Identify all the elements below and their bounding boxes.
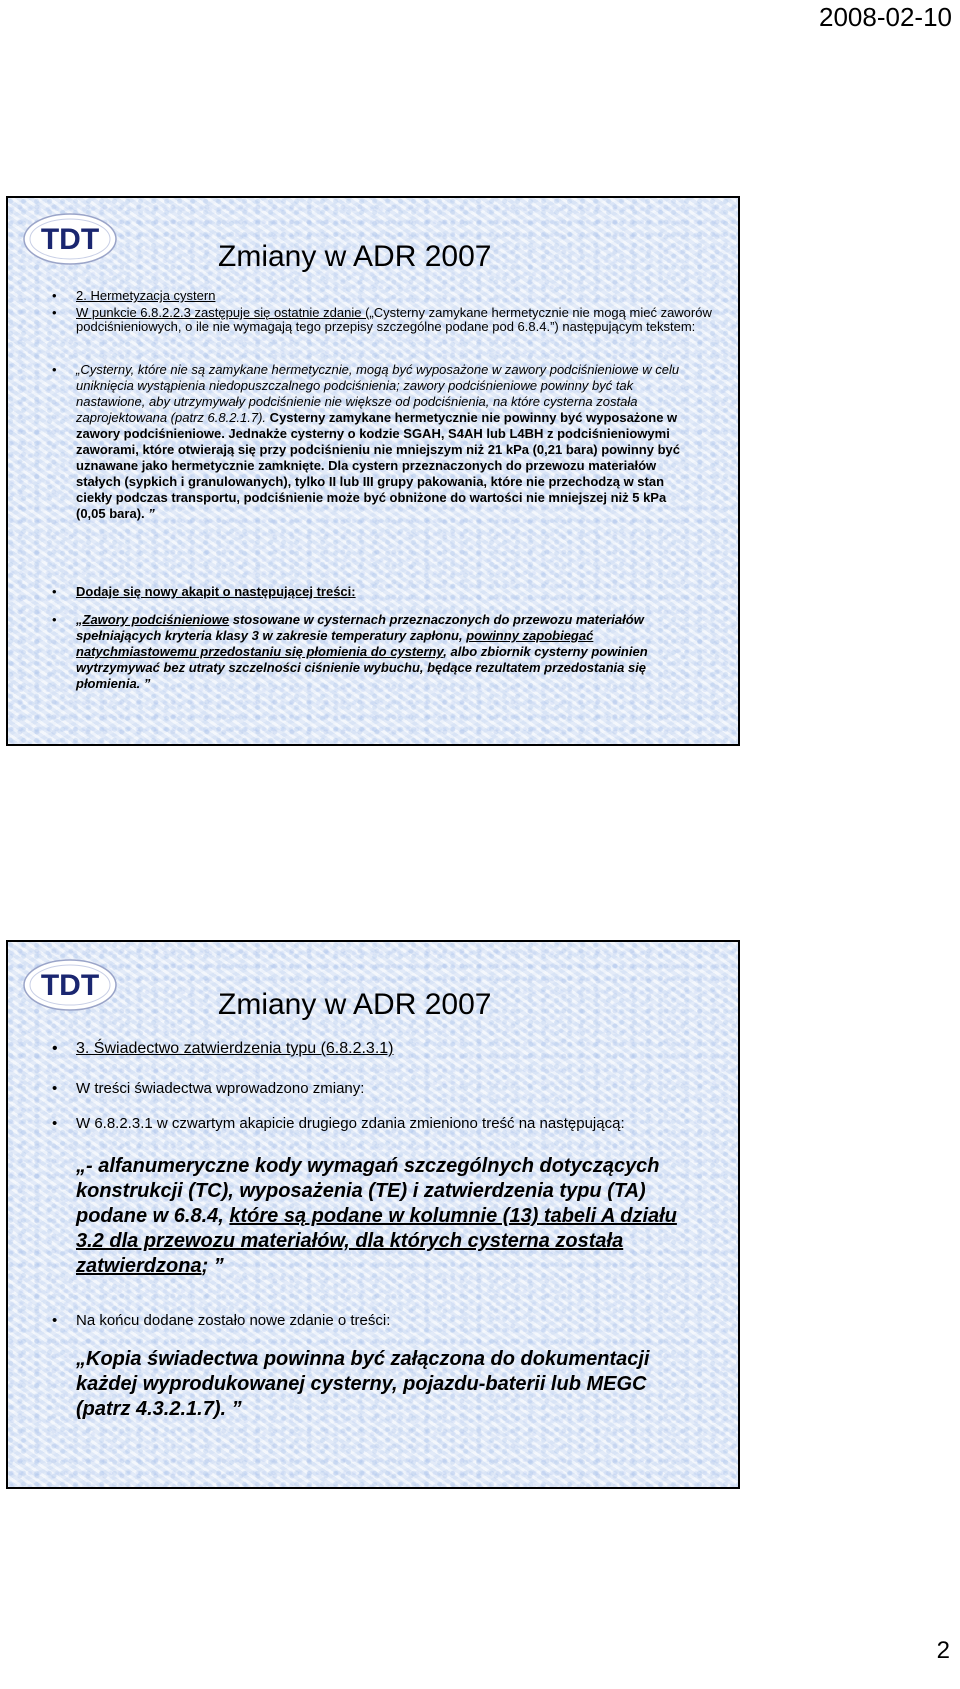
page-number: 2 (936, 1637, 950, 1664)
new-paragraph-quote (76, 612, 696, 692)
paragraph-intro (76, 306, 716, 334)
quote-codes-end: ; ” (201, 1255, 224, 1277)
quote-bold-part: Cysterny zamykane hermetycznie nie powinny być wyposażone w zawory podciśnieniowe. Jednakże cysterny o kodzie SGAH, S4AH lub L4BH z podciśnieniowymi zaworami, które otwierają się przy podciśnieniu nie mniejszym niż 21 kPa (0,21 bara) powinny być uznawane jako hermetycznie zamknięte. Dla cystern przeznaczonych do przewozu materiałów stałych (sypkich i granulowanych), tylko II lub III grupy pakowania, które nie przechodzą w stan ciekły podczas transportu, podciśnienie może być obniżone do wartości nie mniejszej niż 5 kPa (0,05 bara). (76, 410, 680, 521)
quote-codes-text: „- alfanumeryczne kody wymagań szczególnych dotyczących konstrukcji (TC), wyposażenia (TE) i zatwierdzenia typu (TA) podane w 6.8.4, (76, 1155, 660, 1227)
quote2-end: ” (140, 676, 151, 691)
quote2-text-2: , albo zbiornik cysterny powinien wytrzymywać bez utraty szczelności ciśnienie wybuchu, będące rezultatem przedostania się płomienia. (76, 644, 648, 691)
slide-title: Zmiany w ADR 2007 (218, 240, 492, 273)
quote2-open: „ (76, 612, 83, 627)
section-heading: • 2. Hermetyzacja cystern (76, 288, 215, 303)
quote2-text-1: stosowane w cysternach przeznaczonych do przewozu materiałów spełniających kryteria klasy 3 w zakresie temperatury zapłonu, (76, 612, 644, 643)
section-heading: • 3. Świadectwo zatwierdzenia typu (6.8.2.3.1) (76, 1040, 394, 1058)
quote2-underlined-1: Zawory podciśnieniowe (82, 612, 230, 627)
logo-text: TDT (40, 969, 100, 1002)
slide-1 (6, 196, 740, 746)
old-sentence: „Cysterny zamykane hermetycznie nie mogą mieć zaworów podciśnieniowych, o ile nie wymagają tego przepisy szczególne podane pod 6.8.4. (76, 305, 712, 334)
slide-2 (6, 940, 740, 1489)
quote-codes-underlined: które są podane w kolumnie (13) tabeli A działu 3.2 dla przewozu materiałów, dla których cysterna została zatwierdzona (76, 1205, 677, 1277)
intro-text: W punkcie 6.8.2.2.3 zastępuje się ostatnie zdanie ( (76, 305, 370, 320)
new-text-quote (76, 362, 696, 522)
quote-codes (76, 1154, 686, 1279)
tdt-logo-icon (20, 954, 120, 1014)
header-date: 2008-02-10 (819, 2, 952, 32)
intro-tail: ”) następującym tekstem: (550, 319, 696, 334)
logo-text: TDT (40, 223, 100, 256)
add-paragraph-note: • Dodaje się nowy akapit o następującej treści: (76, 584, 356, 599)
quote-end: ” (144, 506, 155, 521)
quote-copy: „Kopia świadectwa powinna być załączona do dokumentacji każdej wyprodukowanej cysterny, pojazdu-baterii lub MEGC (patrz 4.3.2.1.7). ” (76, 1348, 650, 1420)
slide-title: Zmiany w ADR 2007 (218, 988, 492, 1021)
paragraph-end-sentence: • Na końcu dodane zostało nowe zdanie o treści: (76, 1312, 390, 1329)
paragraph-changes: • W treści świadectwa wprowadzono zmiany: (76, 1080, 364, 1097)
tdt-logo-icon (20, 208, 120, 268)
paragraph-location: • W 6.8.2.3.1 w czwartym akapicie drugiego zdania zmieniono treść na następującą: (76, 1114, 666, 1134)
quote-italic-part: „Cysterny, które nie są zamykane hermetycznie, mogą być wyposażone w zawory podciśnieniowe w celu uniknięcia wystąpienia niedopuszczalnego podciśnienia; zawory podciśnieniowe powinny być tak nastawione, aby utrzymywały podciśnienie nie większe od podciśnienia, na które cysterna została zaprojektowana (patrz 6.8.2.1.7). (76, 362, 680, 425)
quote2-underlined-2: powinny zapobiegać natychmiastowemu przedostaniu się płomienia do cysterny (76, 628, 594, 659)
